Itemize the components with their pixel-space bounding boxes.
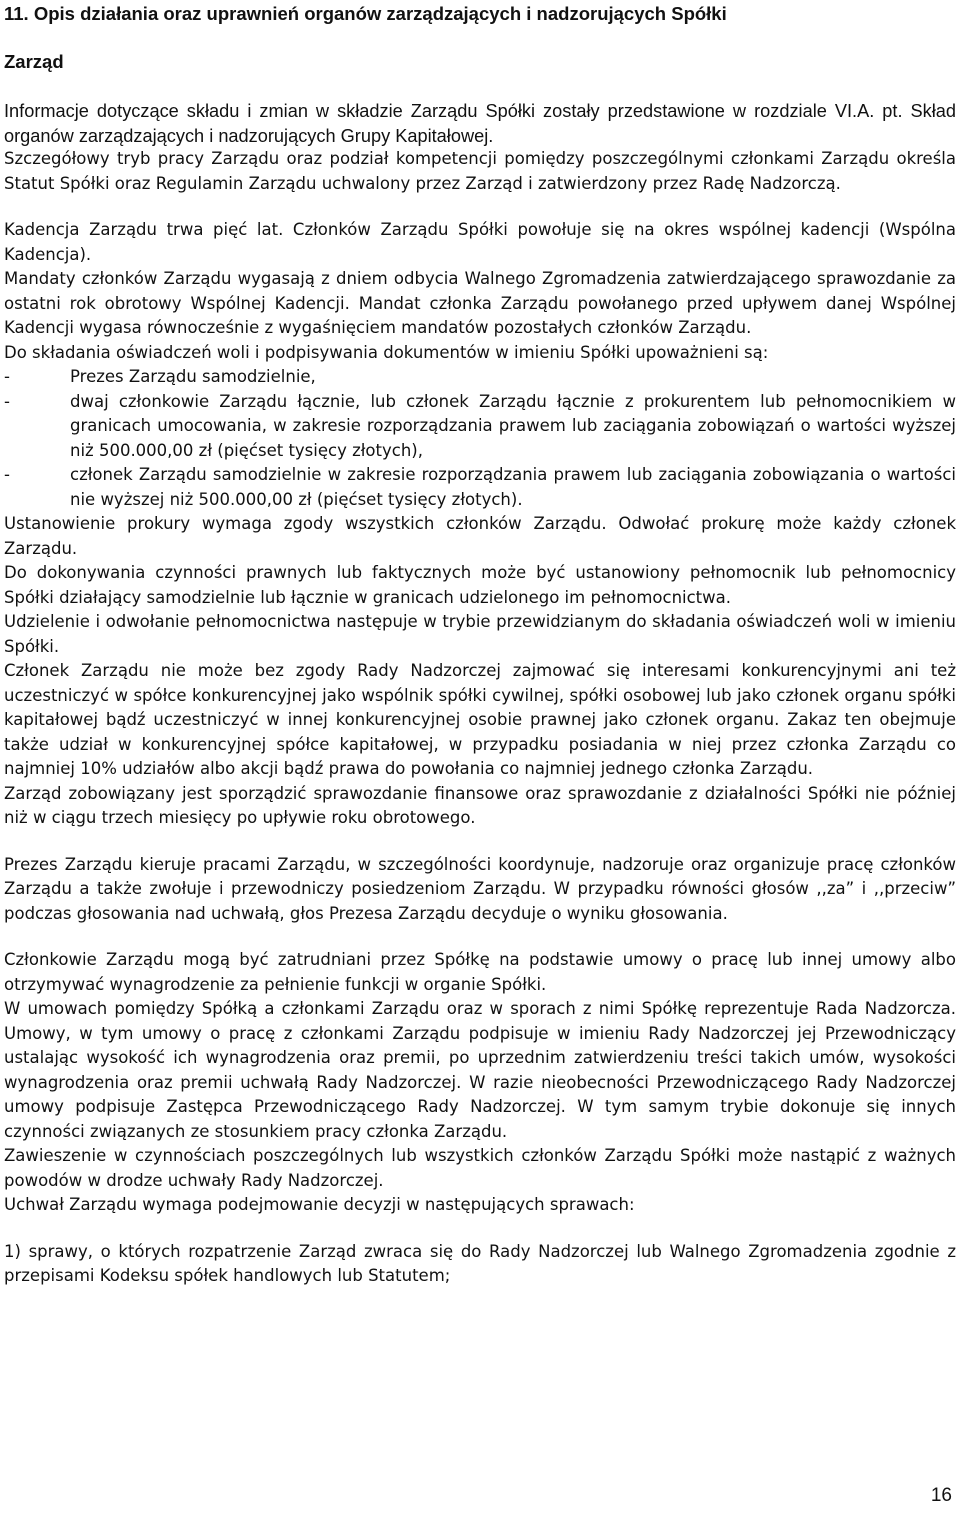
paragraph-attorney: Do dokonywania czynności prawnych lub faktycznych może być ustanowiony pełnomocnik lub pełnomocnicy Spółki działający samodzielnie lub łącznie w granicach udzielonego im pełnomocnictwa.	[4, 563, 956, 607]
paragraph-representation: Do składania oświadczeń woli i podpisywania dokumentów w imieniu Spółki upoważnieni są:	[4, 342, 769, 362]
paragraph-work-mode: Szczegółowy tryb pracy Zarządu oraz podział kompetencji pomiędzy poszczególnymi członkami Zarządu określa Statut Spółki oraz Regulamin Zarządu uchwalony przez Zarząd i zatwierdzony przez Radę Nadzorczą.	[4, 149, 956, 193]
list-item: - członek Zarządu samodzielnie w zakresie rozporządzania prawem lub zaciągania zobowiązania o wartości nie wyższej niż 500.000,00 zł (pięćset tysięcy złotych).	[4, 463, 956, 512]
paragraph-resolutions: Uchwał Zarządu wymaga podejmowanie decyzji w następujących sprawach:	[4, 1195, 635, 1214]
paragraph-term: Kadencja Zarządu trwa pięć lat. Członków Zarządu Spółki powołuje się na okres wspólnej kadencji (Wspólna Kadencja).	[4, 220, 956, 264]
paragraph-resolution-item-1: 1) sprawy, o których rozpatrzenie Zarząd zwraca się do Rady Nadzorczej lub Walnego Zgromadzenia zgodnie z przepisami Kodeksu spółek handlowych lub Statutem;	[4, 1241, 956, 1285]
paragraph-non-compete: Członek Zarządu nie może bez zgody Rady Nadzorczej zajmować się interesami konkurencyjnymi ani też uczestniczyć w spółce konkurencyjnej jako wspólnik spółki cywilnej, spółki osobowej lub jako członek organu spółki kapitałowej bądź uczestniczyć w innej konkurencyjnej osobie prawnej jako członek organu. Zakaz ten obejmuje także udział w konkurencyjnej spółce kapitałowej, w przypadku posiadania w niej przez członka Zarządu co najmniej 10% udziałów albo akcji bądź prawa do powołania co najmniej jednego członka Zarządu.	[4, 661, 956, 778]
paragraph-power-of-attorney: Udzielenie i odwołanie pełnomocnictwa następuje w trybie przewidzianym do składania oświadczeń woli w imieniu Spółki.	[4, 612, 956, 656]
paragraph-president: Prezes Zarządu kieruje pracami Zarządu, w szczególności koordynuje, nadzoruje oraz organizuje pracę członków Zarządu a także zwołuje i przewodniczy posiedzeniom Zarządu. W przypadku równości głosów ,,za” i ,,przeciw” podczas głosowania nad uchwałą, głos Prezesa Zarządu decyduje o wyniku głosowania.	[4, 854, 956, 923]
section-title: 11. Opis działania oraz uprawnień organów zarządzających i nadzorujących Spółki	[4, 3, 727, 24]
paragraph-contracts: W umowach pomiędzy Spółką a członkami Zarządu oraz w sporach z nimi Spółkę reprezentuje Rada Nadzorcza. Umowy, w tym umowy o pracę z członkami Zarządu podpisuje w imieniu Rady Nadzorczej jej Przewodniczący ustalając wysokość ich wynagrodzenia oraz premii, po uprzednim zatwierdzeniu treści takich umów, wysokości wynagrodzenia oraz premii uchwałą Rady Nadzorczej. W razie nieobecności Przewodniczącego Rady Nadzorczej umowy podpisuje Zastępca Przewodniczącego Rady Nadzorczej. W tym samym trybie dokonuje się innych czynności związanych ze stosunkiem pracy członka Zarządu.	[4, 999, 956, 1141]
paragraph-employment: Członkowie Zarządu mogą być zatrudniani przez Spółkę na podstawie umowy o pracę lub innej umowy albo otrzymywać wynagrodzenie za pełnienie funkcji w organie Spółki.	[4, 950, 956, 994]
intro-paragraph: Informacje dotyczące składu i zmian w składzie Zarządu Spółki zostały przedstawione w rozdziale VI.A. pt. Skład organów zarządzających i nadzorujących Grupy Kapitałowej.	[4, 101, 956, 146]
paragraph-procuration: Ustanowienie prokury wymaga zgody wszystkich członków Zarządu. Odwołać prokurę może każdy członek Zarządu.	[4, 514, 956, 558]
page-number: 16	[930, 1485, 952, 1506]
representation-list	[4, 365, 956, 512]
list-item: - Prezes Zarządu samodzielnie,	[4, 365, 956, 390]
paragraph-suspension: Zawieszenie w czynnościach poszczególnych lub wszystkich członków Zarządu Spółki może nastąpić z ważnych powodów w drodze uchwały Rady Nadzorczej.	[4, 1146, 956, 1190]
list-item: - dwaj członkowie Zarządu łącznie, lub członek Zarządu łącznie z prokurentem lub pełnomocnikiem w granicach umocowania, w zakresie rozporządzania prawem lub zaciągania zobowiązań o wartości wyższej niż 500.000,00 zł (pięćset tysięcy złotych),	[4, 390, 956, 464]
document-body	[4, 147, 956, 1289]
paragraph-financial-statements: Zarząd zobowiązany jest sporządzić sprawozdanie finansowe oraz sprawozdanie z działalności Spółki nie później niż w ciągu trzech miesięcy po upływie roku obrotowego.	[4, 783, 956, 827]
paragraph-mandates: Mandaty członków Zarządu wygasają z dniem odbycia Walnego Zgromadzenia zatwierdzającego sprawozdanie za ostatni rok obrotowy Wspólnej Kadencji. Mandat członka Zarządu powołanego przed upływem danej Wspólnej Kadencji wygasa równocześnie z wygaśnięciem mandatów pozostałych członków Zarządu.	[4, 269, 956, 337]
subsection-title: Zarząd	[4, 51, 64, 72]
